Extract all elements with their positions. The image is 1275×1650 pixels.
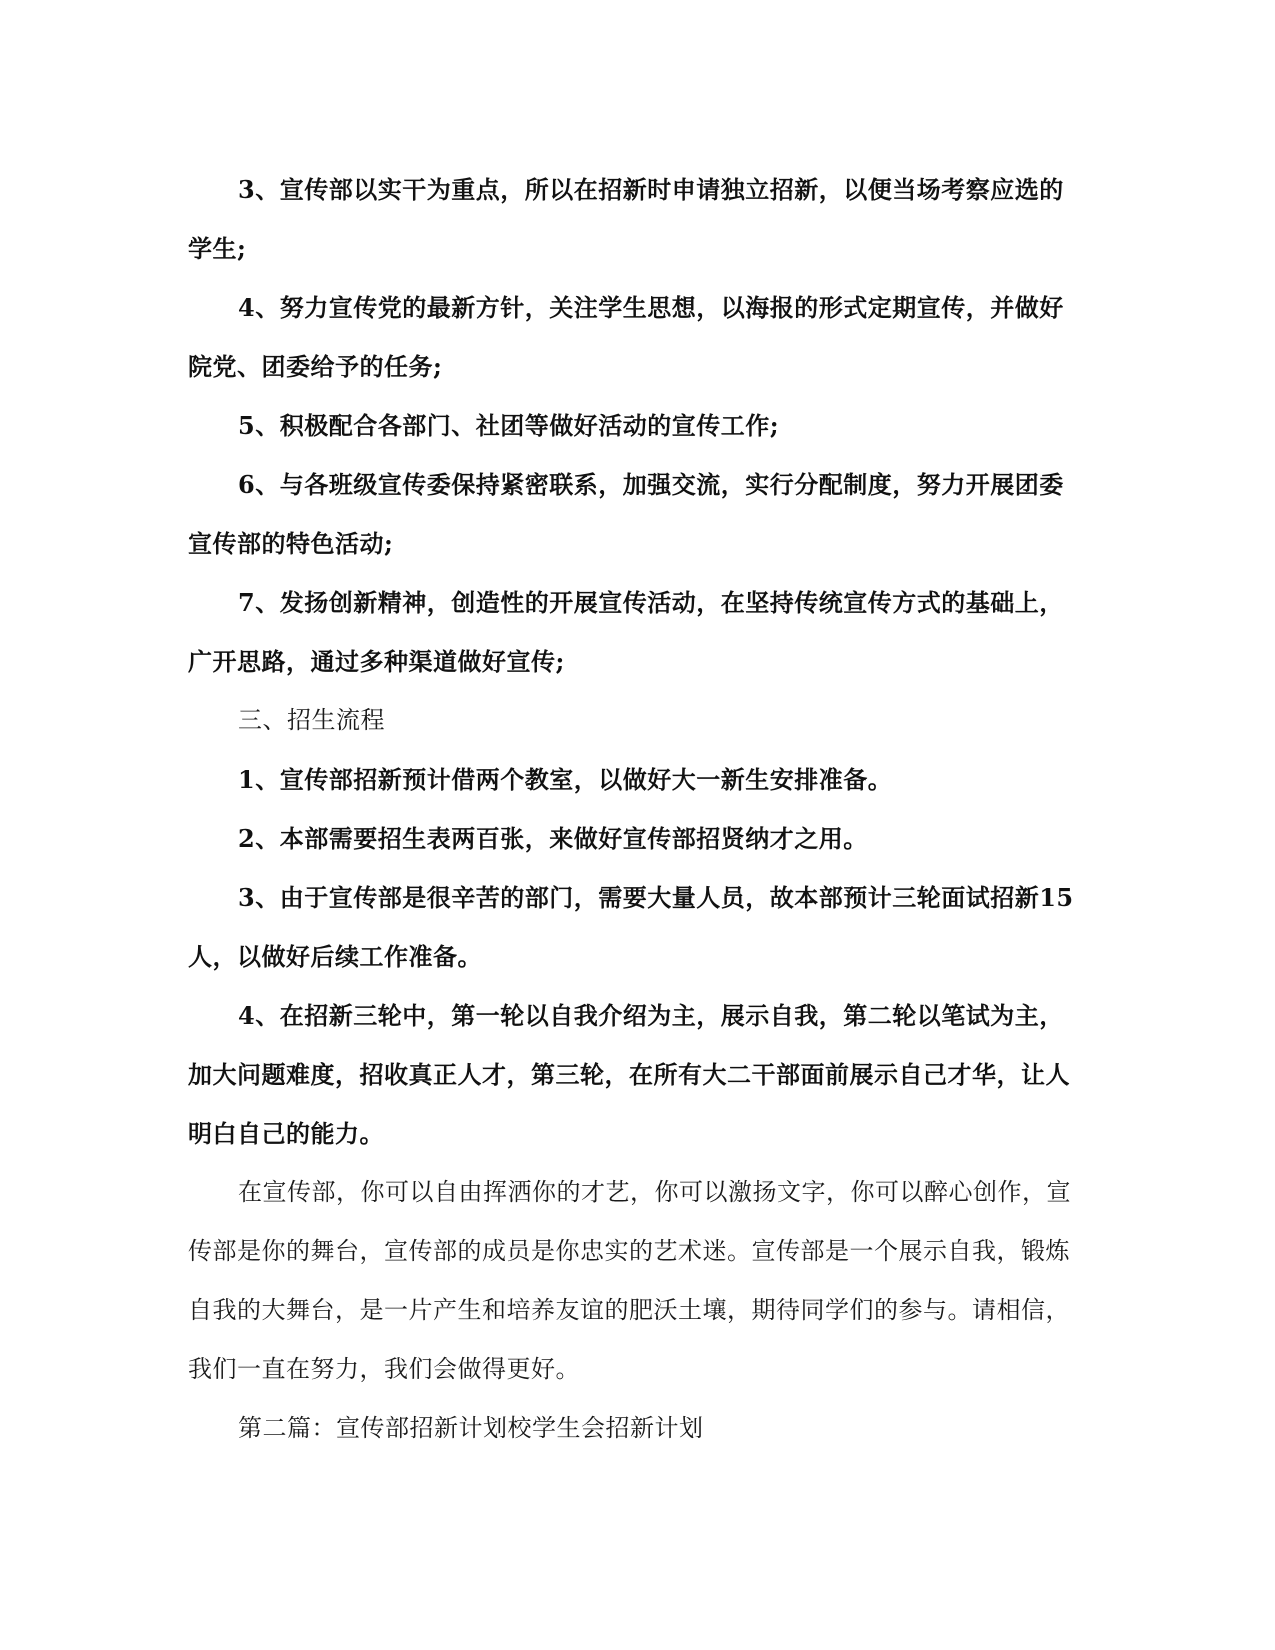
process-item-1: 1、宣传部招新预计借两个教室，以做好大一新生安排准备。 <box>238 765 893 794</box>
paragraph-item-3: 3、宣传部以实干为重点，所以在招新时申请独立招新，以便当场考察应选的学生; <box>188 175 1064 263</box>
document-body <box>188 160 1088 1458</box>
paragraph-item-5: 5、积极配合各部门、社团等做好活动的宣传工作; <box>238 411 780 440</box>
section-heading: 三、招生流程 <box>238 706 385 734</box>
paragraph-item-4: 4、努力宣传党的最新方针，关注学生思想，以海报的形式定期宣传，并做好院党、团委给予的任务; <box>188 293 1064 381</box>
process-item-4: 4、在招新三轮中，第一轮以自我介绍为主，展示自我，第二轮以笔试为主，加大问题难度，招收真正人才，第三轮，在所有大二干部面前展示自己才华，让人明白自己的能力。 <box>188 1001 1070 1148</box>
paragraph-item-7: 7、发扬创新精神，创造性的开展宣传活动，在坚持传统宣传方式的基础上，广开思路，通过多种渠道做好宣传; <box>188 588 1064 676</box>
next-article-title: 第二篇：宣传部招新计划校学生会招新计划 <box>238 1414 704 1442</box>
paragraph-item-6: 6、与各班级宣传委保持紧密联系，加强交流，实行分配制度，努力开展团委宣传部的特色活动; <box>188 470 1064 558</box>
process-item-2: 2、本部需要招生表两百张，来做好宣传部招贤纳才之用。 <box>238 824 868 853</box>
process-item-3: 3、由于宣传部是很辛苦的部门，需要大量人员，故本部预计三轮面试招新15人，以做好后续工作准备。 <box>188 883 1074 971</box>
closing-paragraph: 在宣传部，你可以自由挥洒你的才艺，你可以激扬文字，你可以醉心创作，宣传部是你的舞台，宣传部的成员是你忠实的艺术迷。宣传部是一个展示自我，锻炼自我的大舞台，是一片产生和培养友谊的肥沃土壤，期待同学们的参与。请相信，我们一直在努力，我们会做得更好。 <box>188 1178 1071 1383</box>
